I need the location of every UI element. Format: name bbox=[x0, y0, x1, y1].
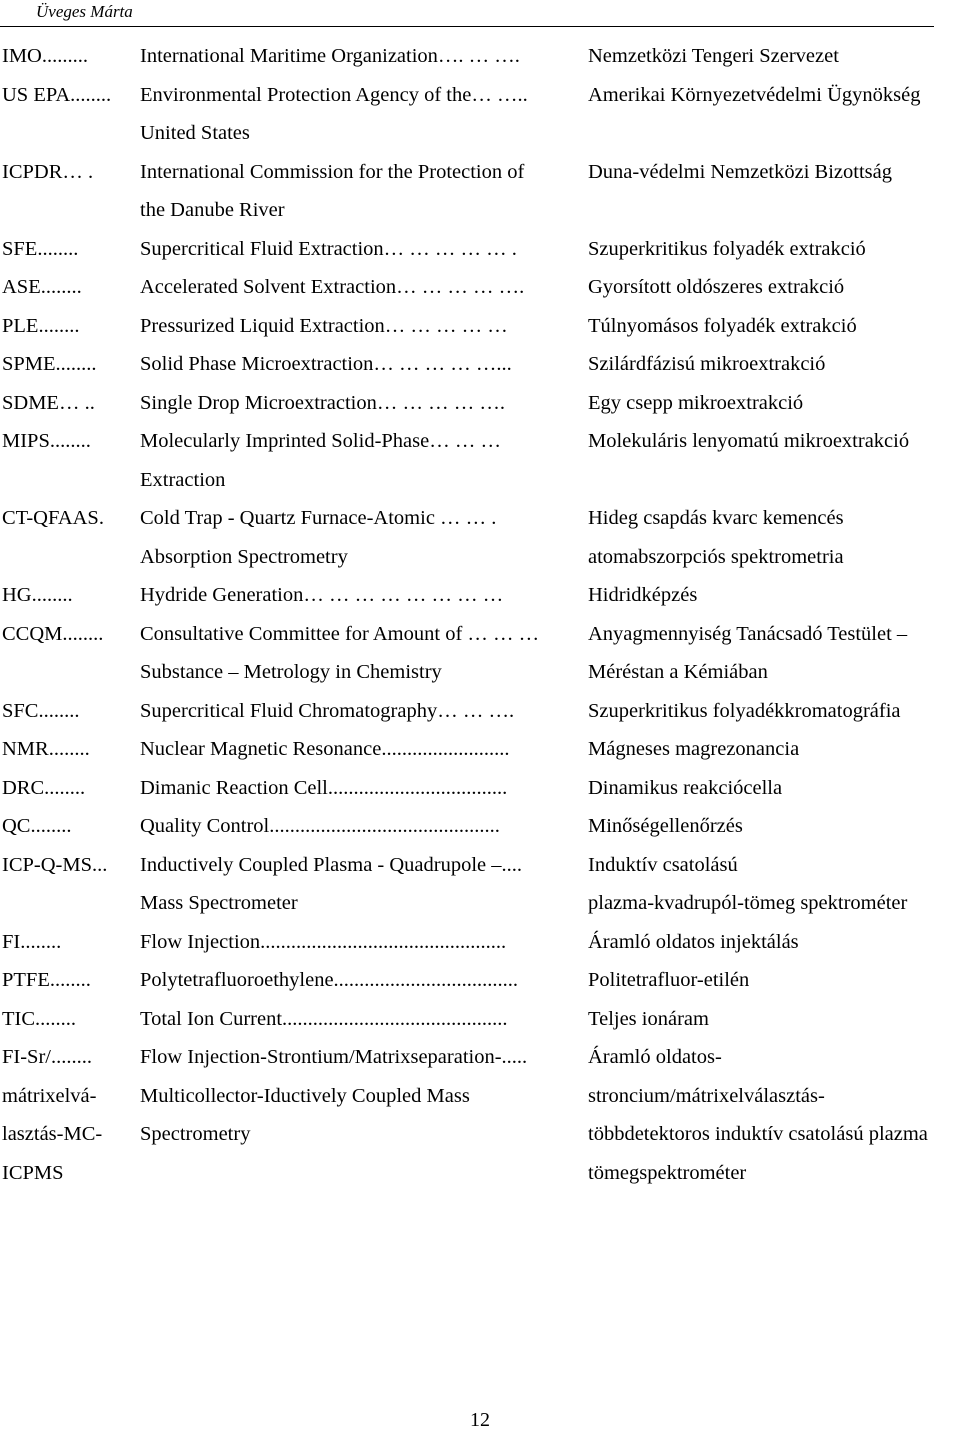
hungarian-term-line: Molekuláris lenyomatú mikroextrakció bbox=[588, 430, 910, 452]
abbreviation-row bbox=[0, 499, 960, 576]
hungarian-term-cell bbox=[588, 307, 960, 346]
abbreviation-line: SFC........ bbox=[2, 699, 80, 722]
english-term-line: Extraction bbox=[140, 468, 226, 491]
hungarian-term-line: atomabszorpciós spektrometria bbox=[588, 545, 844, 568]
abbreviation-cell bbox=[2, 384, 132, 423]
hungarian-term-line: Mágneses magrezonancia bbox=[588, 738, 800, 760]
author-name: Üveges Márta bbox=[36, 2, 133, 21]
hungarian-term-line: Induktív csatolású bbox=[588, 853, 738, 876]
abbreviation-cell bbox=[2, 422, 132, 461]
abbreviation-cell bbox=[2, 307, 132, 346]
hungarian-term-cell bbox=[588, 76, 960, 115]
hungarian-term-cell bbox=[588, 1000, 960, 1039]
abbreviation-line: HG........ bbox=[2, 584, 73, 606]
hungarian-term-line: Áramló oldatos injektálás bbox=[588, 930, 799, 953]
english-term-line: Accelerated Solvent Extraction… … … … …. bbox=[140, 276, 525, 298]
english-term-cell bbox=[140, 961, 580, 1000]
english-term-line: Supercritical Fluid Extraction… … … … … . bbox=[140, 237, 517, 260]
english-term-cell bbox=[140, 37, 580, 76]
abbreviation-row bbox=[0, 576, 960, 615]
hungarian-term-cell bbox=[588, 499, 960, 576]
abbreviation-cell bbox=[2, 769, 132, 808]
abbreviation-row bbox=[0, 153, 960, 230]
abbreviation-cell bbox=[2, 615, 132, 654]
hungarian-term-line: többdetektoros induktív csatolású plazma bbox=[588, 1123, 928, 1145]
english-term-line: Cold Trap - Quartz Furnace-Atomic … … . bbox=[140, 507, 497, 529]
abbreviation-line: FI........ bbox=[2, 930, 62, 953]
english-term-line: Substance – Metrology in Chemistry bbox=[140, 661, 442, 683]
english-term-cell bbox=[140, 422, 580, 499]
running-header bbox=[0, 0, 934, 27]
english-term-line: Solid Phase Microextraction… … … … …... bbox=[140, 353, 512, 375]
abbreviation-row bbox=[0, 923, 960, 962]
abbreviation-line: CCQM........ bbox=[2, 622, 104, 645]
hungarian-term-line: Dinamikus reakciócella bbox=[588, 776, 783, 799]
english-term-cell bbox=[140, 345, 580, 384]
abbreviation-row bbox=[0, 730, 960, 769]
abbreviation-cell bbox=[2, 76, 132, 115]
abbreviation-row bbox=[0, 769, 960, 808]
abbreviation-cell bbox=[2, 846, 132, 885]
hungarian-term-line: Túlnyomásos folyadék extrakció bbox=[588, 314, 857, 337]
english-term-line: Hydride Generation… … … … … … … … bbox=[140, 584, 504, 606]
hungarian-term-line: Minőségellenőrzés bbox=[588, 815, 743, 837]
hungarian-term-line: Anyagmennyiség Tanácsadó Testület – bbox=[588, 622, 908, 645]
abbreviation-line: TIC........ bbox=[2, 1007, 77, 1030]
english-term-cell bbox=[140, 730, 580, 769]
english-term-line: Quality Control............................................. bbox=[140, 815, 500, 837]
hungarian-term-cell bbox=[588, 692, 960, 731]
abbreviation-cell bbox=[2, 499, 132, 538]
abbreviation-cell bbox=[2, 961, 132, 1000]
abbreviation-row bbox=[0, 345, 960, 384]
abbreviation-cell bbox=[2, 1038, 132, 1192]
english-term-cell bbox=[140, 230, 580, 269]
english-term-cell bbox=[140, 769, 580, 808]
english-term-cell bbox=[140, 307, 580, 346]
english-term-cell bbox=[140, 1000, 580, 1039]
abbreviation-line: QC........ bbox=[2, 815, 72, 837]
hungarian-term-line: Hidridképzés bbox=[588, 584, 698, 606]
english-term-line: Dimanic Reaction Cell................................... bbox=[140, 776, 508, 799]
english-term-line: International Commission for the Protection of bbox=[140, 160, 525, 183]
hungarian-term-line: Áramló oldatos- bbox=[588, 1046, 722, 1068]
english-term-line: Environmental Protection Agency of the… ….. bbox=[140, 83, 528, 106]
abbreviation-line: SFE........ bbox=[2, 237, 79, 260]
english-term-cell bbox=[140, 576, 580, 615]
abbreviation-line: lasztás-MC- bbox=[2, 1123, 103, 1145]
english-term-cell bbox=[140, 807, 580, 846]
abbreviation-row bbox=[0, 961, 960, 1000]
abbreviation-cell bbox=[2, 730, 132, 769]
hungarian-term-cell bbox=[588, 961, 960, 1000]
english-term-cell bbox=[140, 692, 580, 731]
abbreviation-line: ICPDR… . bbox=[2, 160, 94, 183]
english-term-line: International Maritime Organization…. … …. bbox=[140, 45, 520, 67]
abbreviation-row bbox=[0, 1000, 960, 1039]
abbreviation-cell bbox=[2, 692, 132, 731]
abbreviation-line: mátrixelvá- bbox=[2, 1084, 97, 1107]
abbreviation-line: US EPA........ bbox=[2, 83, 112, 106]
abbreviation-line: SPME........ bbox=[2, 353, 97, 375]
hungarian-term-cell bbox=[588, 730, 960, 769]
english-term-cell bbox=[140, 76, 580, 153]
english-term-line: Consultative Committee for Amount of … … … bbox=[140, 622, 540, 645]
english-term-line: Single Drop Microextraction… … … … …. bbox=[140, 391, 505, 414]
abbreviation-line: ICP-Q-MS... bbox=[2, 853, 108, 876]
hungarian-term-line: Duna-védelmi Nemzetközi Bizottság bbox=[588, 160, 892, 183]
hungarian-term-line: Hideg csapdás kvarc kemencés bbox=[588, 507, 844, 529]
abbreviation-cell bbox=[2, 268, 132, 307]
english-term-line: Inductively Coupled Plasma - Quadrupole –.... bbox=[140, 853, 523, 876]
abbreviation-line: ICPMS bbox=[2, 1161, 64, 1184]
abbreviation-cell bbox=[2, 37, 132, 76]
abbreviation-cell bbox=[2, 153, 132, 192]
english-term-line: Supercritical Fluid Chromatography… … …. bbox=[140, 699, 515, 722]
page-number: 12 bbox=[470, 1409, 490, 1431]
english-term-cell bbox=[140, 615, 580, 692]
english-term-line: United States bbox=[140, 122, 250, 144]
abbreviation-cell bbox=[2, 923, 132, 962]
abbreviation-line: PLE........ bbox=[2, 314, 80, 337]
hungarian-term-line: stroncium/mátrixelválasztás- bbox=[588, 1084, 825, 1107]
hungarian-term-cell bbox=[588, 807, 960, 846]
english-term-cell bbox=[140, 499, 580, 576]
hungarian-term-line: Egy csepp mikroextrakció bbox=[588, 391, 804, 414]
abbreviation-table bbox=[0, 37, 960, 1192]
abbreviation-line: CT-QFAAS. bbox=[2, 507, 104, 529]
english-term-cell bbox=[140, 923, 580, 962]
hungarian-term-line: plazma-kvadrupól-tömeg spektrométer bbox=[588, 892, 908, 914]
abbreviation-line: MIPS........ bbox=[2, 430, 91, 452]
abbreviation-row bbox=[0, 37, 960, 76]
hungarian-term-cell bbox=[588, 384, 960, 423]
abbreviation-cell bbox=[2, 1000, 132, 1039]
english-term-cell bbox=[140, 384, 580, 423]
hungarian-term-cell bbox=[588, 268, 960, 307]
hungarian-term-cell bbox=[588, 923, 960, 962]
hungarian-term-cell bbox=[588, 345, 960, 384]
hungarian-term-line: Gyorsított oldószeres extrakció bbox=[588, 276, 845, 298]
english-term-cell bbox=[140, 268, 580, 307]
abbreviation-line: SDME… .. bbox=[2, 391, 95, 414]
english-term-cell bbox=[140, 1038, 580, 1154]
english-term-line: Flow Injection................................................ bbox=[140, 930, 507, 953]
abbreviation-row bbox=[0, 1038, 960, 1192]
abbreviation-cell bbox=[2, 576, 132, 615]
english-term-line: Pressurized Liquid Extraction… … … … … bbox=[140, 314, 508, 337]
hungarian-term-line: tömegspektrométer bbox=[588, 1161, 747, 1184]
hungarian-term-line: Politetrafluor-etilén bbox=[588, 969, 750, 991]
hungarian-term-cell bbox=[588, 153, 960, 192]
hungarian-term-cell bbox=[588, 769, 960, 808]
hungarian-term-line: Szilárdfázisú mikroextrakció bbox=[588, 353, 826, 375]
hungarian-term-cell bbox=[588, 37, 960, 76]
english-term-line: Total Ion Current............................................ bbox=[140, 1007, 508, 1030]
english-term-line: Flow Injection-Strontium/Matrixseparation-..... bbox=[140, 1046, 528, 1068]
abbreviation-row bbox=[0, 422, 960, 499]
abbreviation-cell bbox=[2, 807, 132, 846]
abbreviation-row bbox=[0, 230, 960, 269]
abbreviation-row bbox=[0, 268, 960, 307]
abbreviation-row bbox=[0, 615, 960, 692]
hungarian-term-cell bbox=[588, 230, 960, 269]
english-term-line: Molecularly Imprinted Solid-Phase… … … bbox=[140, 430, 501, 452]
hungarian-term-line: Szuperkritikus folyadék extrakció bbox=[588, 237, 866, 260]
abbreviation-row bbox=[0, 807, 960, 846]
english-term-line: Multicollector-Iductively Coupled Mass bbox=[140, 1084, 470, 1107]
abbreviation-row bbox=[0, 307, 960, 346]
hungarian-term-cell bbox=[588, 615, 960, 692]
english-term-line: Absorption Spectrometry bbox=[140, 545, 348, 568]
english-term-line: the Danube River bbox=[140, 199, 285, 221]
abbreviation-row bbox=[0, 76, 960, 153]
english-term-cell bbox=[140, 846, 580, 923]
hungarian-term-cell bbox=[588, 846, 960, 923]
hungarian-term-line: Teljes ionáram bbox=[588, 1007, 709, 1030]
abbreviation-line: ASE........ bbox=[2, 276, 82, 298]
hungarian-term-cell bbox=[588, 422, 960, 461]
english-term-line: Spectrometry bbox=[140, 1123, 251, 1145]
hungarian-term-line: Szuperkritikus folyadékkromatográfia bbox=[588, 699, 901, 722]
hungarian-term-cell bbox=[588, 1038, 960, 1192]
hungarian-term-line: Amerikai Környezetvédelmi Ügynökség bbox=[588, 83, 921, 106]
abbreviation-row bbox=[0, 692, 960, 731]
abbreviation-line: PTFE........ bbox=[2, 969, 91, 991]
abbreviation-cell bbox=[2, 230, 132, 269]
hungarian-term-cell bbox=[588, 576, 960, 615]
abbreviation-row bbox=[0, 384, 960, 423]
abbreviation-cell bbox=[2, 345, 132, 384]
english-term-line: Polytetrafluoroethylene.................................... bbox=[140, 969, 519, 991]
english-term-line: Nuclear Magnetic Resonance......................... bbox=[140, 738, 510, 760]
abbreviation-line: FI-Sr/........ bbox=[2, 1046, 92, 1068]
abbreviation-line: IMO......... bbox=[2, 45, 88, 67]
abbreviation-line: DRC........ bbox=[2, 776, 86, 799]
hungarian-term-line: Nemzetközi Tengeri Szervezet bbox=[588, 45, 839, 67]
english-term-cell bbox=[140, 153, 580, 230]
hungarian-term-line: Méréstan a Kémiában bbox=[588, 661, 768, 683]
english-term-line: Mass Spectrometer bbox=[140, 892, 298, 914]
abbreviation-row bbox=[0, 846, 960, 923]
abbreviation-line: NMR........ bbox=[2, 738, 90, 760]
